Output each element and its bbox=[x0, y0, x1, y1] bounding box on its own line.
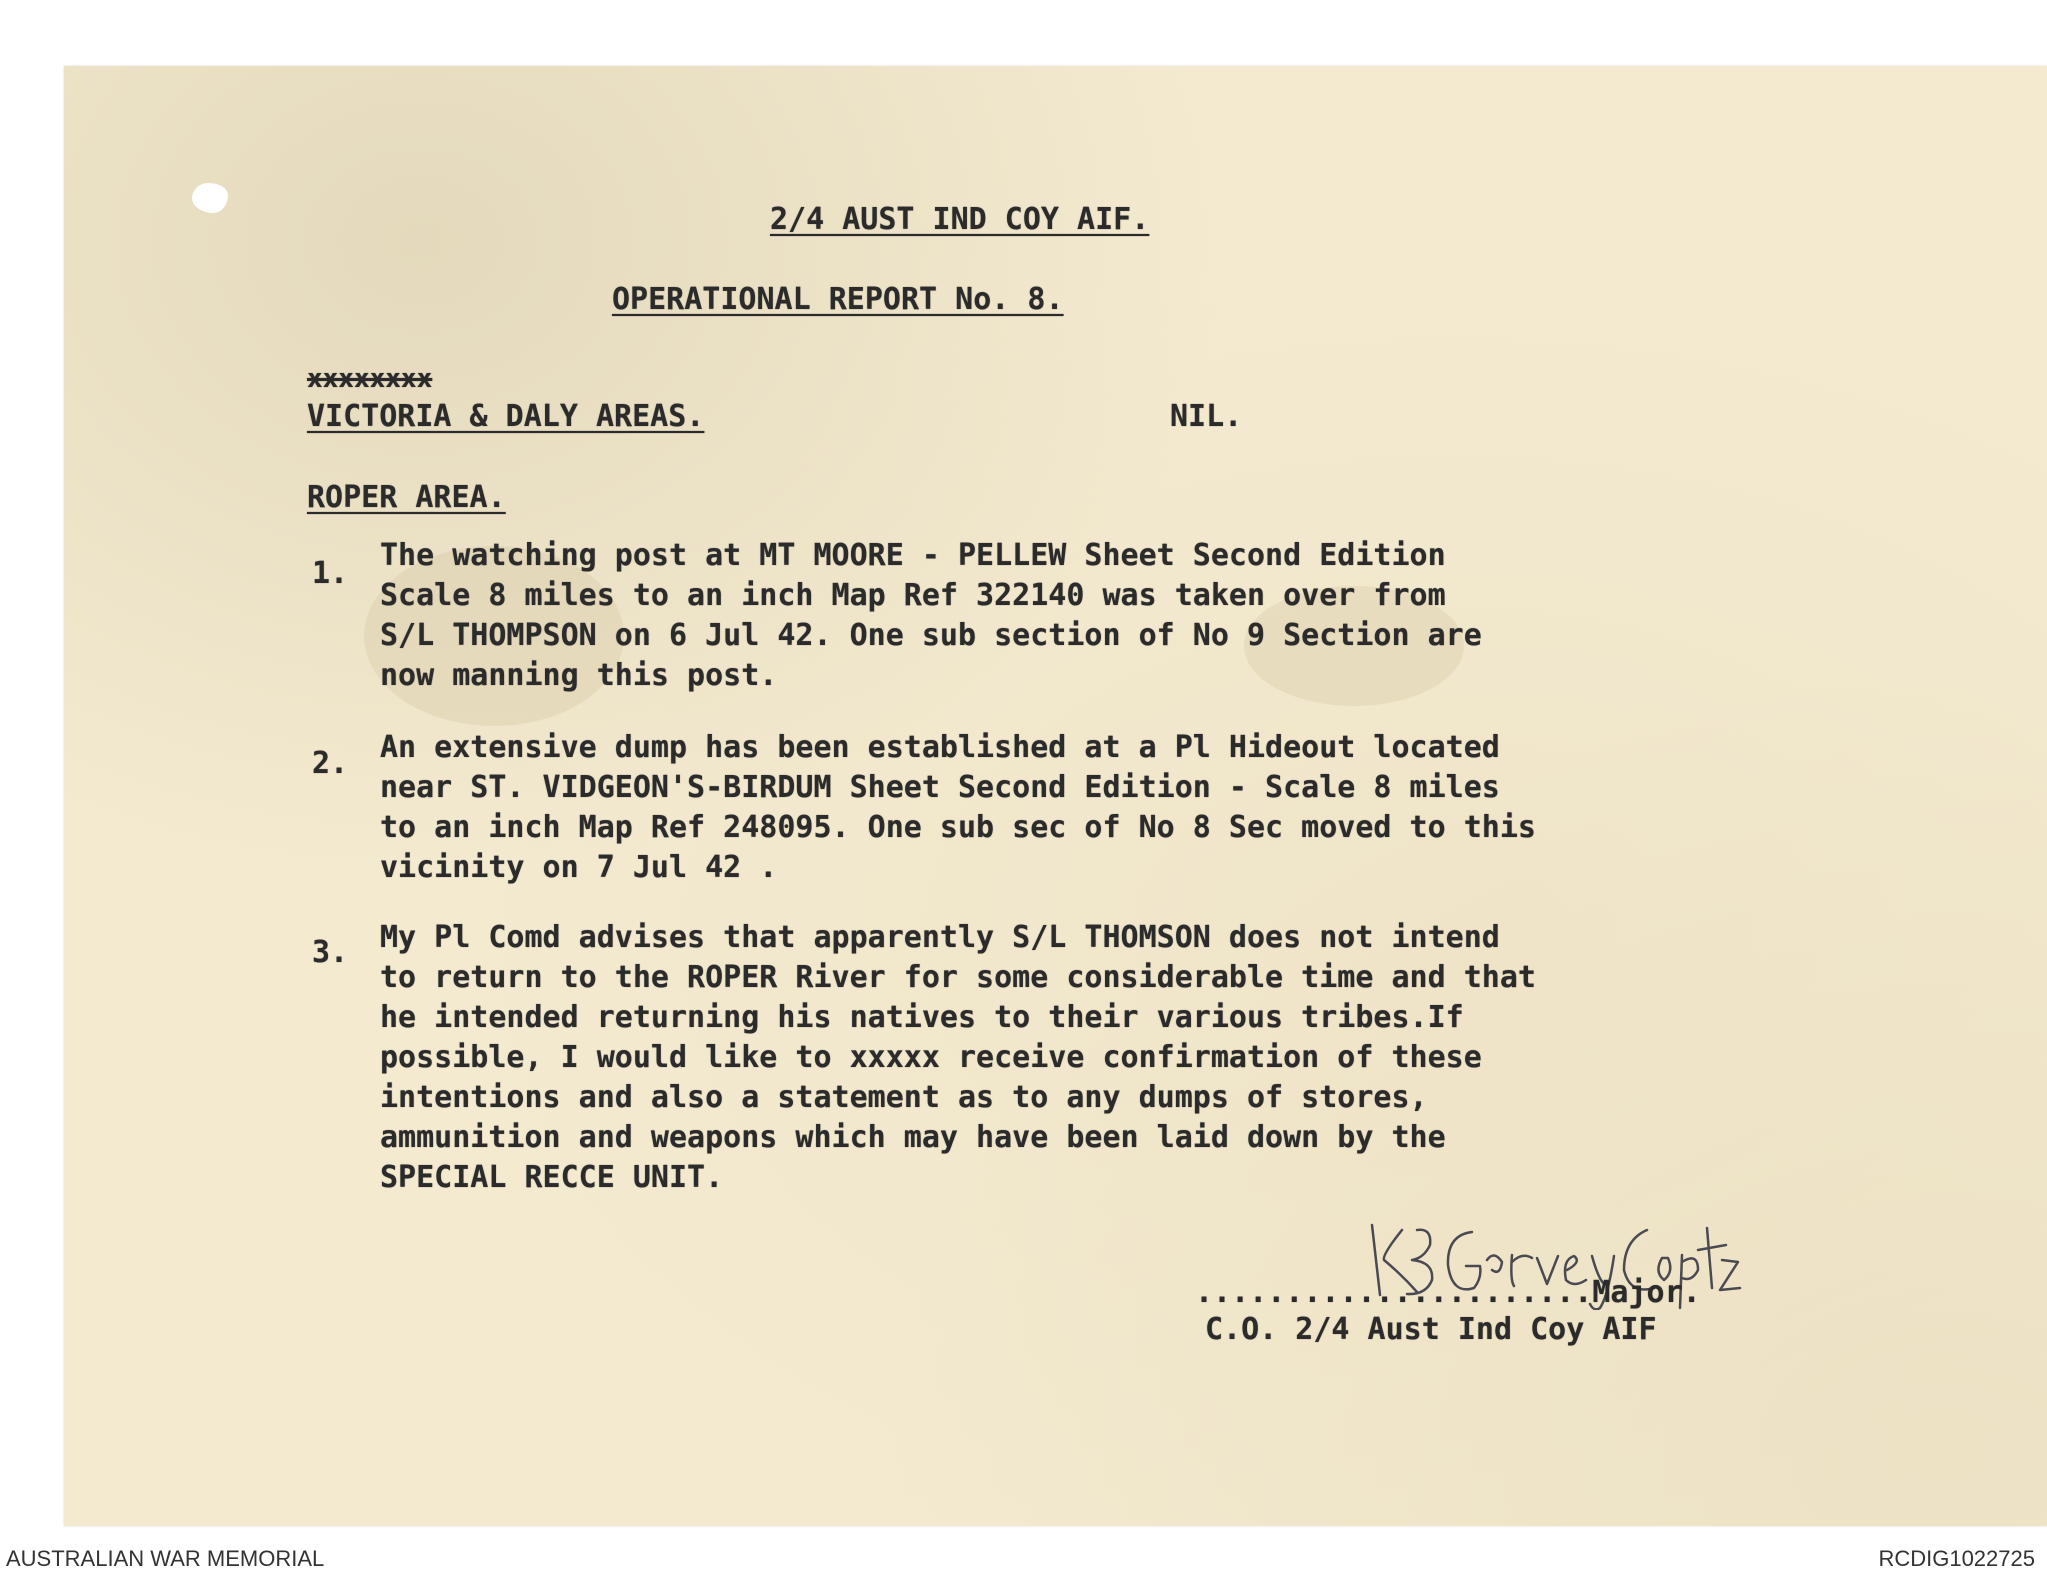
paragraph-line: to return to the ROPER River for some considerable time and that bbox=[380, 960, 1536, 995]
paragraph-line: he intended returning his natives to their various tribes.If bbox=[380, 1000, 1464, 1035]
struck-out-word: xxxxxxxx bbox=[307, 364, 433, 394]
archive-credit: AUSTRALIAN WAR MEMORIAL bbox=[6, 1546, 325, 1571]
paragraph-line: possible, I would like to xxxxx receive confirmation of these bbox=[380, 1040, 1482, 1075]
paragraph-line: An extensive dump has been established at a Pl Hideout located bbox=[380, 730, 1500, 765]
paragraph-line: Scale 8 miles to an inch Map Ref 322140 was taken over from bbox=[380, 578, 1446, 613]
paragraph-line: vicinity on 7 Jul 42 . bbox=[380, 850, 778, 885]
report-title: OPERATIONAL REPORT No. 8. bbox=[612, 282, 1064, 317]
paragraph-line: S/L THOMPSON on 6 Jul 42. One sub section of No 9 Section are bbox=[380, 618, 1482, 653]
area-value: NIL. bbox=[1170, 399, 1243, 434]
paragraph-line: SPECIAL RECCE UNIT. bbox=[380, 1160, 724, 1195]
signature-dotted-line: ......................Major. bbox=[1195, 1275, 1701, 1310]
paragraph-number: 2. bbox=[312, 746, 349, 781]
paragraph-line: ammunition and weapons which may have been laid down by the bbox=[380, 1120, 1446, 1155]
paragraph-line: now manning this post. bbox=[380, 658, 778, 693]
area-label: VICTORIA & DALY AREAS. bbox=[307, 399, 705, 434]
paragraph-line: intentions and also a statement as to any dumps of stores, bbox=[380, 1080, 1428, 1115]
section-heading: ROPER AREA. bbox=[307, 480, 506, 515]
paper-tear-mark bbox=[192, 183, 228, 213]
paragraph-number: 1. bbox=[312, 556, 349, 591]
paragraph-number: 3. bbox=[312, 935, 349, 970]
paragraph-line: The watching post at MT MOORE - PELLEW Sheet Second Edition bbox=[380, 538, 1446, 573]
paragraph-line: near ST. VIDGEON'S-BIRDUM Sheet Second Edition - Scale 8 miles bbox=[380, 770, 1500, 805]
paragraph-line: My Pl Comd advises that apparently S/L THOMSON does not intend bbox=[380, 920, 1500, 955]
signature-title: C.O. 2/4 Aust Ind Coy AIF bbox=[1205, 1312, 1657, 1347]
document-title: 2/4 AUST IND COY AIF. bbox=[770, 202, 1150, 237]
archive-id: RCDIG1022725 bbox=[1878, 1546, 2035, 1571]
paragraph-line: to an inch Map Ref 248095. One sub sec of No 8 Sec moved to this bbox=[380, 810, 1536, 845]
